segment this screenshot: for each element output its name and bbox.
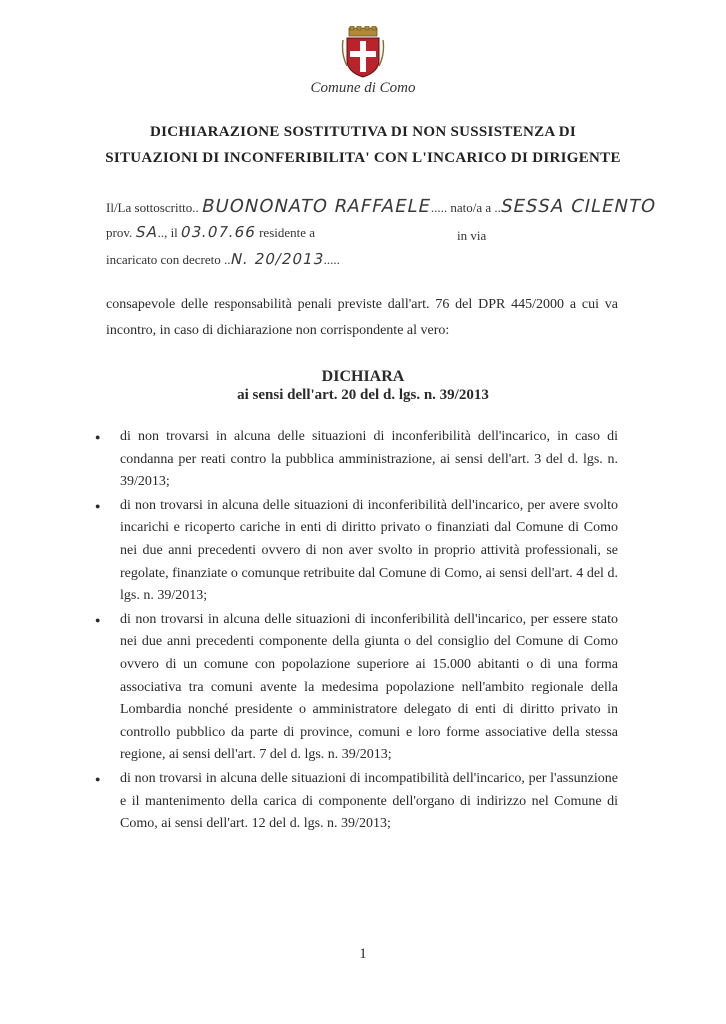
bullet-dot-icon: ● (95, 500, 101, 511)
decreto-label: incaricato con decreto (106, 252, 221, 267)
page-number: 1 (359, 946, 367, 962)
document-title-line2: SITUAZIONI DI INCONFERIBILITA' CON L'INCARICO DI DIRIGENTE (105, 150, 621, 166)
list-item (95, 426, 618, 494)
sottoscritto-label: Il/La sottoscritto (106, 200, 193, 215)
via-label: in via (457, 228, 487, 243)
form-line-prov: prov. SA.., il 03.07.66 residente a (106, 223, 316, 241)
bullet-dot-icon: ● (95, 432, 101, 442)
prov-value: SA (133, 223, 160, 241)
list-item (95, 609, 618, 767)
document-title-line1: DICHIARAZIONE SOSTITUTIVA DI NON SUSSISTENZA DI (149, 124, 577, 140)
il-value: 03.07.66 (179, 223, 258, 241)
residente-label: residente a (259, 225, 316, 240)
nato-label: nato/a a (450, 200, 492, 215)
bullet-dot-icon: ● (95, 614, 101, 625)
dichiara-subheading: ai sensi dell'art. 20 del d. lgs. n. 39/2013 (237, 387, 489, 403)
list-item-text: di non trovarsi in alcuna delle situazioni di inconferibilità dell'incarico, in caso di condanna per reati contro la pubblica amministrazione, ai sensi dell'art. 3 del d. lgs. n. 39/2013; (120, 429, 618, 490)
list-item-text: di non trovarsi in alcuna delle situazioni di incompatibilità dell'incarico, per l'assunzione e il mantenimento della carica di componente dell'organo di indirizzo nel Comune di Como, ai sensi dell'art. 12 del d. lgs. n. 39/2013; (120, 770, 618, 832)
list-item (95, 495, 618, 608)
comune-crest-icon (341, 26, 385, 78)
form-line-sottoscritto: Il/La sottoscritto.. BUONONATO RAFFAELE..... nato/a a ..SESSA CILENTO (106, 196, 659, 217)
declaration-list (95, 426, 618, 836)
il-label: , il (164, 225, 178, 240)
list-item-text: di non trovarsi in alcuna delle situazioni di inconferibilità dell'incarico, per essere stato nei due anni precedenti componente della giunta o del consiglio del Comune di Como ovvero di un comune con popolazione superiore ai 15.000 abitanti o di una forma associativa tra comuni avente la medesima popolazione nell'ambito regionale della Lombardia nonché presidente o amministratore delegato di enti di diritto privato in controllo pubblico da parte di province, comuni e loro forme associative della stessa regione, ai sensi dell'art. 7 del d. lgs. n. 39/2013; (120, 611, 618, 763)
dichiara-heading: DICHIARA (321, 368, 405, 385)
bullet-dot-icon: ● (95, 773, 101, 784)
comune-name: Comune di Como (310, 80, 416, 96)
list-item (95, 768, 618, 836)
sottoscritto-value: BUONONATO RAFFAELE (199, 196, 434, 217)
consapevole-paragraph: consapevole delle responsabilità penali previste dall'art. 76 del DPR 445/2000 a cui va incontro, in caso di dichiarazione non corrispondente al vero: (106, 297, 618, 338)
list-item-text: di non trovarsi in alcuna delle situazioni di inconferibilità dell'incarico, per avere svolto incarichi e ricoperto cariche in enti di diritto privato o finanziati dal Comune di Como nei due anni precedenti ovvero di non aver svolto in proprio attività professionali, se regolate, finanziate o comunque retribuite dal Comune di Como, ai sensi dell'art. 4 del d. lgs. n. 39/2013; (120, 497, 618, 604)
decreto-value: N. 20/2013 (228, 250, 326, 268)
nato-value: SESSA CILENTO (498, 196, 659, 217)
prov-label: prov. (106, 225, 133, 240)
form-line-decreto: incaricato con decreto ..N. 20/2013..... (106, 250, 340, 268)
